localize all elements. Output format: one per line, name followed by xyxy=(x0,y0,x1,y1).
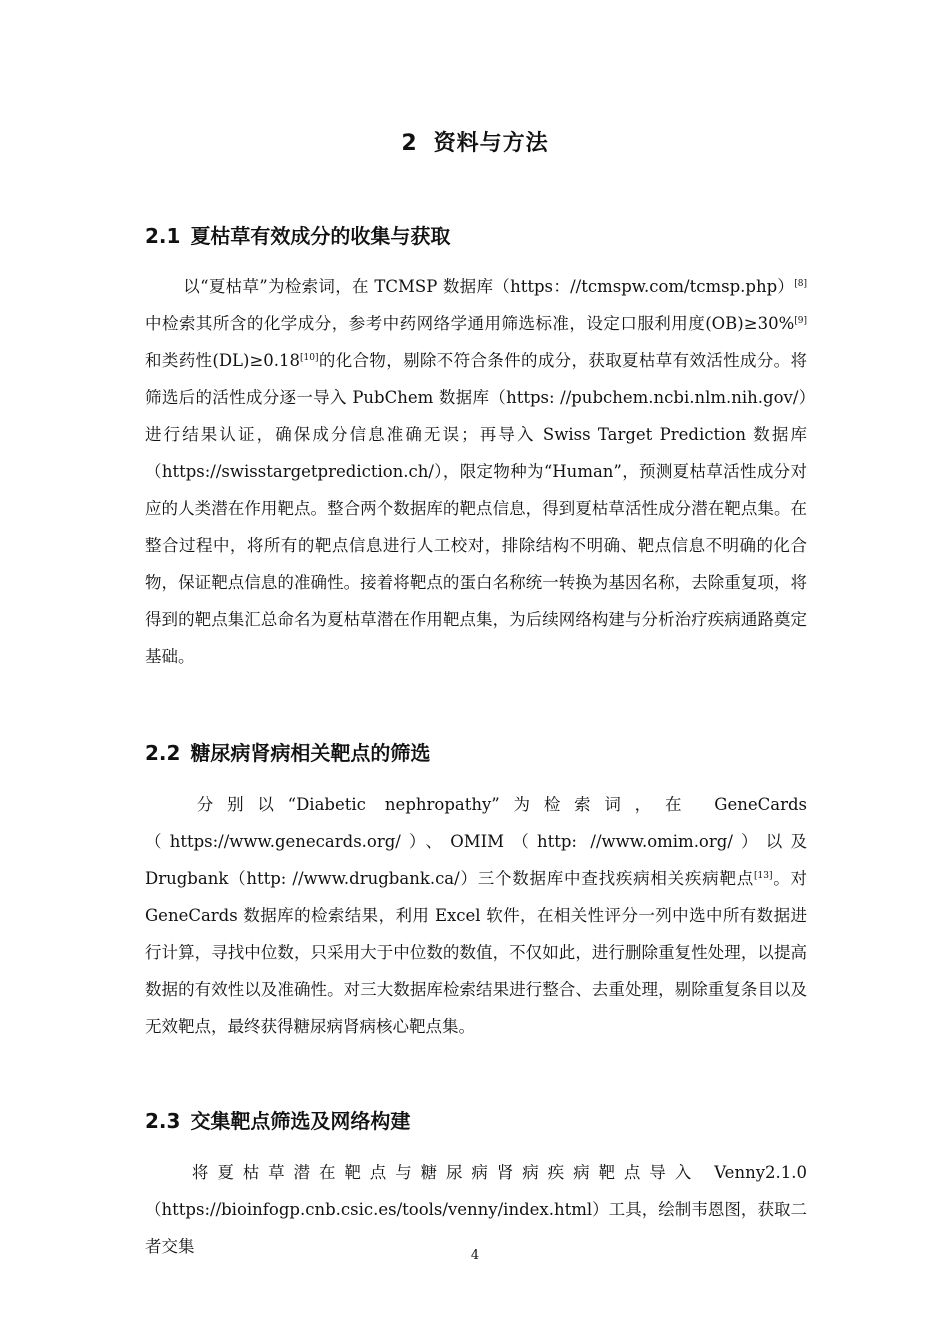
section-number: 2.2 xyxy=(145,741,181,765)
section-heading-2-3 xyxy=(145,1105,410,1134)
chapter-title-text: 资料与方法 xyxy=(433,131,549,156)
section-number: 2.1 xyxy=(145,224,181,248)
citation-superscript: [10] xyxy=(300,353,319,363)
section-heading-2-1 xyxy=(145,220,450,249)
section-title: 交集靶点筛选及网络构建 xyxy=(190,1109,411,1133)
paragraph-text: 分别以“Diabetic nephropathy”为检索词，在 GeneCards（https://www.genecards.org/）、OMIM（http: //www.omim.org/）以及 Drugbank（http: //www.drugbank.ca/）三个数据库中查找疾病相关疾病靶点 xyxy=(145,795,807,888)
section-title: 夏枯草有效成分的收集与获取 xyxy=(190,224,451,248)
paragraph-text: 将夏枯草潜在靶点与糖尿病肾病疾病靶点导入 Venny2.1.0（https://bioinfogp.cnb.csic.es/tools/venny/index.html）工具，绘制韦恩图，获取二者交集 xyxy=(145,1163,807,1256)
section-heading-2-2 xyxy=(145,737,430,766)
section-paragraph-2-1 xyxy=(145,268,807,675)
chapter-number: 2 xyxy=(401,131,418,156)
chapter-title xyxy=(0,126,950,157)
page-number: 4 xyxy=(470,1248,480,1263)
citation-superscript: [8] xyxy=(794,279,807,289)
section-number: 2.3 xyxy=(145,1109,181,1133)
paragraph-text: 以“夏枯草”为检索词，在 TCMSP 数据库（https：//tcmspw.com/tcmsp.php） xyxy=(183,277,795,296)
paragraph-text: 的化合物，剔除不符合条件的成分，获取夏枯草有效活性成分。将筛选后的活性成分逐一导入 PubChem 数据库（https: //pubchem.ncbi.nlm.nih.gov/）进行结果认证，确保成分信息准确无误；再导入 Swiss Target Prediction 数据库（https://swisstargetprediction.ch/），限定物种为“Human”，预测夏枯草活性成分对应的人类潜在作用靶点。整合两个数据库的靶点信息，得到夏枯草活性成分潜在靶点集。在整合过程中，将所有的靶点信息进行人工校对，排除结构不明确、靶点信息不明确的化合物，保证靶点信息的准确性。接着将靶点的蛋白名称统一转换为基因名称，去除重复项，将得到的靶点集汇总命名为夏枯草潜在作用靶点集，为后续网络构建与分析治疗疾病通路奠定基础。 xyxy=(145,351,808,666)
section-paragraph-2-2 xyxy=(145,786,807,1045)
paragraph-text: 。对 GeneCards 数据库的检索结果，利用 Excel 软件，在相关性评分一列中选中所有数据进行计算，寻找中位数，只采用大于中位数的数值，不仅如此，进行删除重复性处理，以提高数据的有效性以及准确性。对三大数据库检索结果进行整合、去重处理，剔除重复条目以及无效靶点，最终获得糖尿病肾病核心靶点集。 xyxy=(145,869,807,1036)
citation-superscript: [9] xyxy=(794,316,807,326)
section-title: 糖尿病肾病相关靶点的筛选 xyxy=(190,741,431,765)
citation-superscript: [13] xyxy=(753,871,773,881)
paragraph-text: 中检索其所含的化学成分，参考中药网络学通用筛选标准，设定口服利用度(OB)≥30% xyxy=(145,314,795,333)
paragraph-text: 和类药性(DL)≥0.18 xyxy=(145,351,301,370)
